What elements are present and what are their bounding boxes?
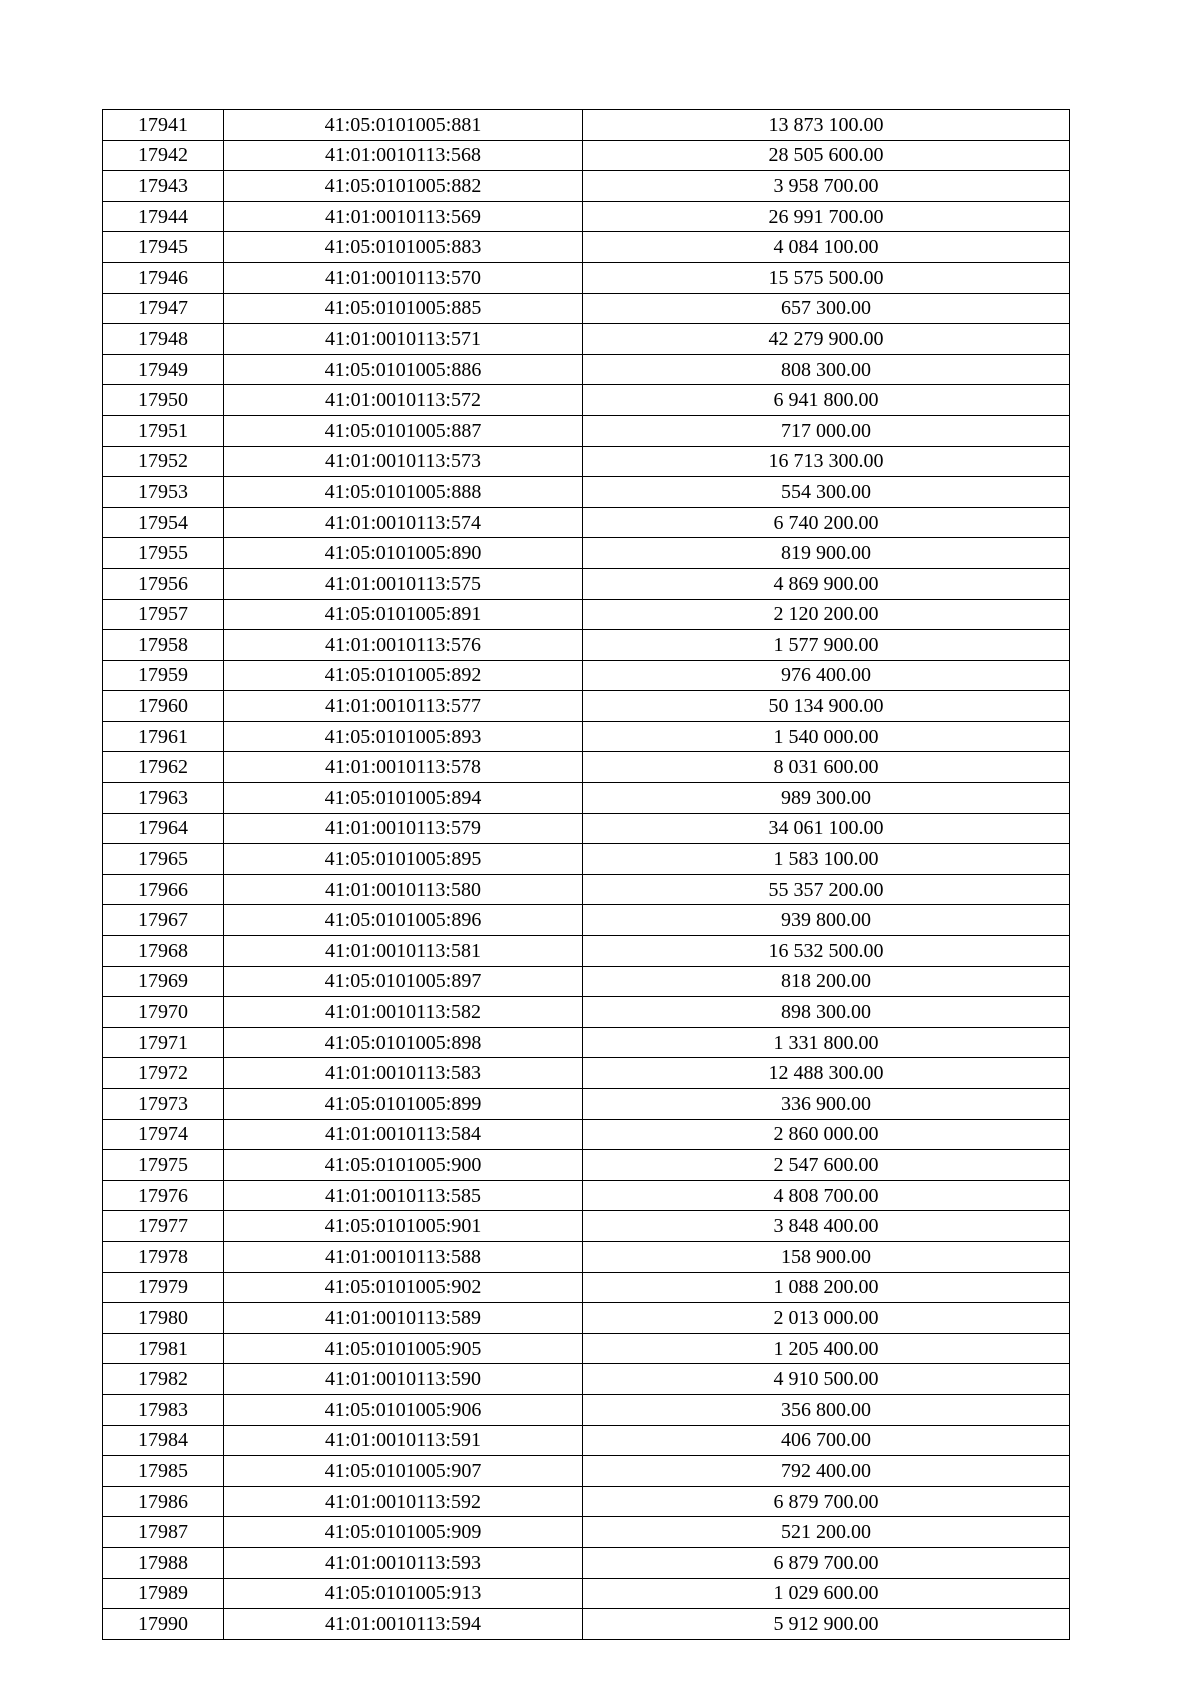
table-row — [103, 599, 1070, 630]
cadastral-value-cell: 16 532 500.00 — [583, 936, 1070, 967]
table-row — [103, 415, 1070, 446]
cadastral-number-cell: 41:05:0101005:893 — [224, 721, 583, 752]
row-number-cell: 17952 — [103, 446, 224, 477]
table-row — [103, 997, 1070, 1028]
table-row — [103, 171, 1070, 202]
table-row — [103, 293, 1070, 324]
cadastral-value-cell: 1 205 400.00 — [583, 1333, 1070, 1364]
row-number-cell: 17965 — [103, 844, 224, 875]
cadastral-value-cell: 976 400.00 — [583, 660, 1070, 691]
row-number-cell: 17964 — [103, 813, 224, 844]
cadastral-number-cell: 41:05:0101005:898 — [224, 1027, 583, 1058]
cadastral-number-cell: 41:05:0101005:891 — [224, 599, 583, 630]
cadastral-value-cell: 2 860 000.00 — [583, 1119, 1070, 1150]
table-row — [103, 568, 1070, 599]
cadastral-value-cell: 3 848 400.00 — [583, 1211, 1070, 1242]
cadastral-number-cell: 41:01:0010113:580 — [224, 874, 583, 905]
row-number-cell: 17966 — [103, 874, 224, 905]
cadastral-number-cell: 41:01:0010113:575 — [224, 568, 583, 599]
row-number-cell: 17980 — [103, 1303, 224, 1334]
row-number-cell: 17962 — [103, 752, 224, 783]
table-row — [103, 1425, 1070, 1456]
cadastral-value-cell: 554 300.00 — [583, 477, 1070, 508]
table-row — [103, 721, 1070, 752]
row-number-cell: 17957 — [103, 599, 224, 630]
table-row — [103, 936, 1070, 967]
row-number-cell: 17958 — [103, 630, 224, 661]
cadastral-number-cell: 41:05:0101005:901 — [224, 1211, 583, 1242]
table-row — [103, 1058, 1070, 1089]
row-number-cell: 17953 — [103, 477, 224, 508]
cadastral-value-cell: 1 583 100.00 — [583, 844, 1070, 875]
cadastral-value-cell: 1 540 000.00 — [583, 721, 1070, 752]
cadastral-number-cell: 41:01:0010113:588 — [224, 1241, 583, 1272]
cadastral-number-cell: 41:01:0010113:578 — [224, 752, 583, 783]
table-body — [103, 110, 1070, 1640]
cadastral-value-cell: 8 031 600.00 — [583, 752, 1070, 783]
cadastral-number-cell: 41:01:0010113:569 — [224, 201, 583, 232]
table-row — [103, 1119, 1070, 1150]
table-row — [103, 507, 1070, 538]
table-row — [103, 1241, 1070, 1272]
table-row — [103, 1578, 1070, 1609]
row-number-cell: 17941 — [103, 110, 224, 141]
row-number-cell: 17982 — [103, 1364, 224, 1395]
row-number-cell: 17942 — [103, 140, 224, 171]
cadastral-number-cell: 41:05:0101005:882 — [224, 171, 583, 202]
row-number-cell: 17963 — [103, 783, 224, 814]
table-row — [103, 446, 1070, 477]
cadastral-number-cell: 41:01:0010113:579 — [224, 813, 583, 844]
cadastral-number-cell: 41:05:0101005:890 — [224, 538, 583, 569]
row-number-cell: 17950 — [103, 385, 224, 416]
table-row — [103, 1333, 1070, 1364]
table-row — [103, 1211, 1070, 1242]
cadastral-number-cell: 41:01:0010113:590 — [224, 1364, 583, 1395]
cadastral-value-cell: 939 800.00 — [583, 905, 1070, 936]
cadastral-value-cell: 4 869 900.00 — [583, 568, 1070, 599]
cadastral-number-cell: 41:05:0101005:885 — [224, 293, 583, 324]
table-row — [103, 752, 1070, 783]
row-number-cell: 17967 — [103, 905, 224, 936]
cadastral-value-cell: 6 879 700.00 — [583, 1486, 1070, 1517]
cadastral-number-cell: 41:01:0010113:570 — [224, 262, 583, 293]
row-number-cell: 17984 — [103, 1425, 224, 1456]
cadastral-value-cell: 792 400.00 — [583, 1456, 1070, 1487]
cadastral-value-cell: 336 900.00 — [583, 1089, 1070, 1120]
cadastral-number-cell: 41:01:0010113:573 — [224, 446, 583, 477]
cadastral-number-cell: 41:05:0101005:900 — [224, 1150, 583, 1181]
table-row — [103, 905, 1070, 936]
row-number-cell: 17974 — [103, 1119, 224, 1150]
table-row — [103, 324, 1070, 355]
row-number-cell: 17961 — [103, 721, 224, 752]
row-number-cell: 17987 — [103, 1517, 224, 1548]
cadastral-value-cell: 4 808 700.00 — [583, 1180, 1070, 1211]
row-number-cell: 17949 — [103, 354, 224, 385]
row-number-cell: 17968 — [103, 936, 224, 967]
row-number-cell: 17943 — [103, 171, 224, 202]
cadastral-number-cell: 41:05:0101005:905 — [224, 1333, 583, 1364]
table-row — [103, 874, 1070, 905]
cadastral-value-cell: 819 900.00 — [583, 538, 1070, 569]
row-number-cell: 17971 — [103, 1027, 224, 1058]
cadastral-value-cell: 6 941 800.00 — [583, 385, 1070, 416]
table-row — [103, 110, 1070, 141]
table-row — [103, 140, 1070, 171]
cadastral-value-cell: 34 061 100.00 — [583, 813, 1070, 844]
row-number-cell: 17948 — [103, 324, 224, 355]
cadastral-value-cell: 6 879 700.00 — [583, 1547, 1070, 1578]
cadastral-number-cell: 41:01:0010113:571 — [224, 324, 583, 355]
cadastral-number-cell: 41:01:0010113:585 — [224, 1180, 583, 1211]
cadastral-value-cell: 158 900.00 — [583, 1241, 1070, 1272]
cadastral-value-cell: 50 134 900.00 — [583, 691, 1070, 722]
cadastral-value-cell: 12 488 300.00 — [583, 1058, 1070, 1089]
cadastral-number-cell: 41:01:0010113:574 — [224, 507, 583, 538]
cadastral-value-cell: 1 577 900.00 — [583, 630, 1070, 661]
cadastral-value-cell: 16 713 300.00 — [583, 446, 1070, 477]
row-number-cell: 17978 — [103, 1241, 224, 1272]
cadastral-number-cell: 41:01:0010113:583 — [224, 1058, 583, 1089]
table-row — [103, 477, 1070, 508]
cadastral-number-cell: 41:05:0101005:887 — [224, 415, 583, 446]
cadastral-number-cell: 41:05:0101005:894 — [224, 783, 583, 814]
cadastral-value-cell: 42 279 900.00 — [583, 324, 1070, 355]
row-number-cell: 17954 — [103, 507, 224, 538]
row-number-cell: 17983 — [103, 1394, 224, 1425]
cadastral-number-cell: 41:05:0101005:907 — [224, 1456, 583, 1487]
table-row — [103, 966, 1070, 997]
table-row — [103, 1486, 1070, 1517]
row-number-cell: 17986 — [103, 1486, 224, 1517]
cadastral-number-cell: 41:01:0010113:593 — [224, 1547, 583, 1578]
table-row — [103, 262, 1070, 293]
cadastral-value-cell: 717 000.00 — [583, 415, 1070, 446]
table-row — [103, 1303, 1070, 1334]
cadastral-value-table — [102, 109, 1070, 1640]
cadastral-number-cell: 41:05:0101005:881 — [224, 110, 583, 141]
cadastral-number-cell: 41:05:0101005:896 — [224, 905, 583, 936]
row-number-cell: 17959 — [103, 660, 224, 691]
cadastral-value-cell: 2 547 600.00 — [583, 1150, 1070, 1181]
cadastral-value-cell: 3 958 700.00 — [583, 171, 1070, 202]
row-number-cell: 17960 — [103, 691, 224, 722]
row-number-cell: 17970 — [103, 997, 224, 1028]
cadastral-number-cell: 41:05:0101005:902 — [224, 1272, 583, 1303]
cadastral-value-cell: 5 912 900.00 — [583, 1609, 1070, 1640]
row-number-cell: 17955 — [103, 538, 224, 569]
cadastral-value-cell: 15 575 500.00 — [583, 262, 1070, 293]
row-number-cell: 17969 — [103, 966, 224, 997]
table-row — [103, 844, 1070, 875]
row-number-cell: 17988 — [103, 1547, 224, 1578]
table-row — [103, 1272, 1070, 1303]
table-row — [103, 1547, 1070, 1578]
cadastral-number-cell: 41:05:0101005:888 — [224, 477, 583, 508]
table-row — [103, 630, 1070, 661]
cadastral-value-cell: 2 120 200.00 — [583, 599, 1070, 630]
row-number-cell: 17946 — [103, 262, 224, 293]
cadastral-number-cell: 41:05:0101005:897 — [224, 966, 583, 997]
cadastral-value-cell: 521 200.00 — [583, 1517, 1070, 1548]
cadastral-number-cell: 41:05:0101005:909 — [224, 1517, 583, 1548]
row-number-cell: 17944 — [103, 201, 224, 232]
table-row — [103, 538, 1070, 569]
cadastral-value-cell: 28 505 600.00 — [583, 140, 1070, 171]
row-number-cell: 17979 — [103, 1272, 224, 1303]
cadastral-number-cell: 41:01:0010113:584 — [224, 1119, 583, 1150]
cadastral-number-cell: 41:01:0010113:589 — [224, 1303, 583, 1334]
row-number-cell: 17945 — [103, 232, 224, 263]
cadastral-number-cell: 41:01:0010113:591 — [224, 1425, 583, 1456]
table-row — [103, 813, 1070, 844]
cadastral-number-cell: 41:01:0010113:572 — [224, 385, 583, 416]
table-row — [103, 691, 1070, 722]
row-number-cell: 17972 — [103, 1058, 224, 1089]
table-row — [103, 232, 1070, 263]
cadastral-number-cell: 41:05:0101005:892 — [224, 660, 583, 691]
cadastral-value-cell: 356 800.00 — [583, 1394, 1070, 1425]
row-number-cell: 17981 — [103, 1333, 224, 1364]
row-number-cell: 17947 — [103, 293, 224, 324]
row-number-cell: 17976 — [103, 1180, 224, 1211]
cadastral-number-cell: 41:01:0010113:592 — [224, 1486, 583, 1517]
cadastral-number-cell: 41:01:0010113:577 — [224, 691, 583, 722]
row-number-cell: 17990 — [103, 1609, 224, 1640]
cadastral-number-cell: 41:01:0010113:594 — [224, 1609, 583, 1640]
cadastral-value-cell: 406 700.00 — [583, 1425, 1070, 1456]
cadastral-number-cell: 41:01:0010113:582 — [224, 997, 583, 1028]
cadastral-value-cell: 4 910 500.00 — [583, 1364, 1070, 1395]
cadastral-value-cell: 989 300.00 — [583, 783, 1070, 814]
cadastral-number-cell: 41:01:0010113:581 — [224, 936, 583, 967]
table-row — [103, 1456, 1070, 1487]
cadastral-value-cell: 818 200.00 — [583, 966, 1070, 997]
cadastral-number-cell: 41:05:0101005:895 — [224, 844, 583, 875]
cadastral-value-cell: 808 300.00 — [583, 354, 1070, 385]
cadastral-number-cell: 41:05:0101005:906 — [224, 1394, 583, 1425]
table-row — [103, 1027, 1070, 1058]
cadastral-value-cell: 1 088 200.00 — [583, 1272, 1070, 1303]
cadastral-value-cell: 13 873 100.00 — [583, 110, 1070, 141]
row-number-cell: 17973 — [103, 1089, 224, 1120]
cadastral-value-cell: 898 300.00 — [583, 997, 1070, 1028]
cadastral-value-cell: 1 029 600.00 — [583, 1578, 1070, 1609]
table-row — [103, 783, 1070, 814]
table-row — [103, 1609, 1070, 1640]
row-number-cell: 17977 — [103, 1211, 224, 1242]
cadastral-number-cell: 41:01:0010113:576 — [224, 630, 583, 661]
cadastral-value-cell: 4 084 100.00 — [583, 232, 1070, 263]
table-row — [103, 660, 1070, 691]
table-row — [103, 1089, 1070, 1120]
table-row — [103, 1394, 1070, 1425]
cadastral-value-cell: 55 357 200.00 — [583, 874, 1070, 905]
cadastral-value-cell: 2 013 000.00 — [583, 1303, 1070, 1334]
cadastral-number-cell: 41:05:0101005:883 — [224, 232, 583, 263]
row-number-cell: 17956 — [103, 568, 224, 599]
cadastral-value-cell: 26 991 700.00 — [583, 201, 1070, 232]
table-row — [103, 201, 1070, 232]
row-number-cell: 17985 — [103, 1456, 224, 1487]
row-number-cell: 17989 — [103, 1578, 224, 1609]
cadastral-value-cell: 1 331 800.00 — [583, 1027, 1070, 1058]
cadastral-value-cell: 6 740 200.00 — [583, 507, 1070, 538]
table-row — [103, 1180, 1070, 1211]
table-row — [103, 1517, 1070, 1548]
table-row — [103, 354, 1070, 385]
table-row — [103, 1364, 1070, 1395]
table-row — [103, 1150, 1070, 1181]
cadastral-number-cell: 41:05:0101005:913 — [224, 1578, 583, 1609]
cadastral-number-cell: 41:05:0101005:886 — [224, 354, 583, 385]
cadastral-value-cell: 657 300.00 — [583, 293, 1070, 324]
table-row — [103, 385, 1070, 416]
cadastral-number-cell: 41:01:0010113:568 — [224, 140, 583, 171]
row-number-cell: 17975 — [103, 1150, 224, 1181]
row-number-cell: 17951 — [103, 415, 224, 446]
cadastral-number-cell: 41:05:0101005:899 — [224, 1089, 583, 1120]
